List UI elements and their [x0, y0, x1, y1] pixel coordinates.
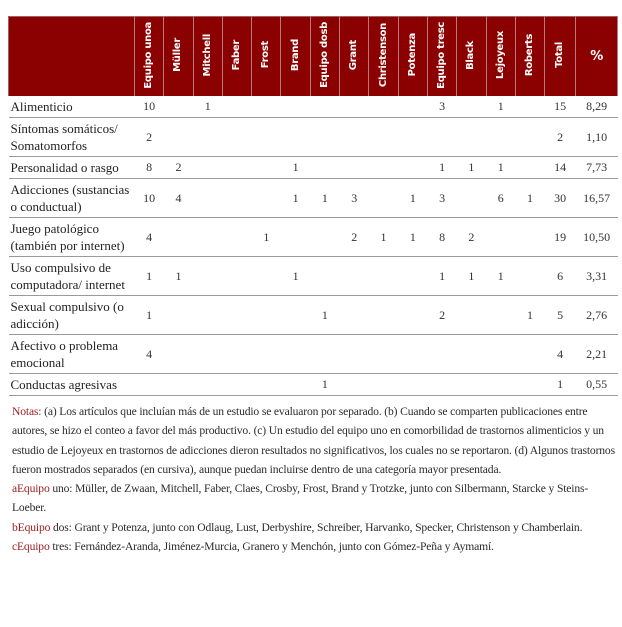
cell-equipo-tres: 2: [427, 296, 456, 335]
column-header-christenson: [369, 17, 398, 97]
column-header-label: Equipo unoa: [143, 21, 155, 89]
cell-roberts: 1: [515, 179, 544, 218]
cell-lejoyeux: [486, 218, 515, 257]
cell-brand: 1: [281, 157, 310, 179]
cell-total: 1: [545, 374, 576, 396]
cell-christenson: [369, 257, 398, 296]
footnote-team-two: [12, 518, 615, 537]
cell-christenson: [369, 118, 398, 157]
cell-mitchell: [193, 335, 222, 374]
cell-muller: 4: [164, 179, 193, 218]
column-header-label: Frost: [260, 41, 272, 69]
cell-mitchell: 1: [193, 96, 222, 118]
cell-equipo-tres: [427, 118, 456, 157]
column-header-label: %: [590, 49, 604, 64]
cell-christenson: [369, 374, 398, 396]
cell-pct: 2,21: [576, 335, 618, 374]
cell-pct: 3,31: [576, 257, 618, 296]
row-label: Personalidad o rasgo: [9, 157, 135, 179]
cell-grant: 2: [340, 218, 369, 257]
column-header-label: Roberts: [524, 33, 535, 77]
cell-frost: [252, 257, 281, 296]
notes-text: (a) Los artículos que incluían más de un estudio se evaluaron por separado. (b) Cuando se comparten publicaciones entre autores, se hizo el conteo a favor del más productivo. (c) Un estudio del equipo uno en comorbilidad de trastornos alimenticios y un estudio de Lejoyeux en trastornos de adicciones dieron resultados no significativos, los cuales no se reportaron. (d) Algunos trastornos fueron mostrados separados (en cursiva), aunque puedan incluirse dentro de una categoría mayor presentada.: [12, 405, 615, 476]
table-row: [9, 157, 618, 179]
cell-pct: 2,76: [576, 296, 618, 335]
cell-black: [457, 118, 486, 157]
cell-mitchell: [193, 296, 222, 335]
cell-black: [457, 335, 486, 374]
column-header-label: Mitchell: [201, 33, 213, 77]
disorders-by-author-table: [8, 16, 618, 396]
footnote-prefix: bEquipo: [12, 520, 51, 534]
cell-equipo-uno: 1: [135, 257, 164, 296]
cell-mitchell: [193, 374, 222, 396]
column-header-label: Faber: [231, 39, 243, 71]
cell-grant: [340, 374, 369, 396]
cell-potenza: 1: [398, 179, 427, 218]
cell-muller: [164, 118, 193, 157]
cell-roberts: [515, 96, 544, 118]
column-header-total: [545, 17, 576, 97]
notes-paragraph: [12, 402, 615, 479]
cell-frost: [252, 179, 281, 218]
cell-black: 1: [457, 257, 486, 296]
cell-christenson: [369, 96, 398, 118]
column-header-label: Christenson: [377, 22, 389, 88]
cell-muller: [164, 96, 193, 118]
cell-equipo-tres: 3: [427, 179, 456, 218]
cell-black: [457, 96, 486, 118]
notes-label: Notas:: [12, 405, 42, 418]
cell-faber: [222, 374, 251, 396]
cell-potenza: [398, 257, 427, 296]
cell-lejoyeux: 1: [486, 157, 515, 179]
cell-equipo-dos: [310, 218, 339, 257]
cell-total: 2: [545, 118, 576, 157]
cell-potenza: [398, 296, 427, 335]
cell-equipo-tres: 8: [427, 218, 456, 257]
cell-roberts: [515, 257, 544, 296]
table-row: [9, 96, 618, 118]
cell-faber: [222, 96, 251, 118]
cell-brand: 1: [281, 257, 310, 296]
column-header-mitchell: [193, 17, 222, 97]
cell-lejoyeux: [486, 118, 515, 157]
cell-grant: [340, 335, 369, 374]
cell-faber: [222, 218, 251, 257]
footnote-text: dos: Grant y Potenza, junto con Odlaug, Lust, Derbyshire, Schreiber, Harvanko, Specker, Christenson y Chamberlain.: [50, 520, 583, 534]
cell-muller: [164, 374, 193, 396]
row-label: Juego patológico (también por internet): [9, 218, 135, 257]
header-row: [9, 17, 618, 97]
cell-equipo-uno: [135, 374, 164, 396]
column-header-frost: [252, 17, 281, 97]
cell-christenson: [369, 157, 398, 179]
column-header-equipo-dos: [310, 17, 339, 97]
cell-total: 5: [545, 296, 576, 335]
column-header-black: [457, 17, 486, 97]
table-row: [9, 218, 618, 257]
cell-black: [457, 179, 486, 218]
cell-equipo-dos: 1: [310, 179, 339, 218]
cell-equipo-dos: [310, 335, 339, 374]
cell-total: 6: [545, 257, 576, 296]
cell-frost: [252, 374, 281, 396]
cell-black: [457, 296, 486, 335]
column-header-muller: [164, 17, 193, 97]
footnote-text: uno: Müller, de Zwaan, Mitchell, Faber, Claes, Crosby, Frost, Brand y Trotzke, junto con Silbermann, Starcke y Steins-Loeber.: [12, 482, 589, 515]
cell-total: 19: [545, 218, 576, 257]
cell-equipo-dos: 1: [310, 296, 339, 335]
cell-faber: [222, 335, 251, 374]
footnote-prefix: cEquipo: [12, 540, 50, 554]
cell-faber: [222, 257, 251, 296]
cell-brand: [281, 96, 310, 118]
cell-muller: [164, 218, 193, 257]
cell-potenza: [398, 374, 427, 396]
cell-faber: [222, 157, 251, 179]
cell-frost: [252, 335, 281, 374]
cell-pct: 8,29: [576, 96, 618, 118]
column-header-pct: [576, 17, 618, 97]
cell-lejoyeux: [486, 335, 515, 374]
cell-frost: [252, 118, 281, 157]
table-row: [9, 257, 618, 296]
cell-equipo-uno: 4: [135, 335, 164, 374]
cell-brand: [281, 335, 310, 374]
cell-muller: 2: [164, 157, 193, 179]
column-header-roberts: [515, 17, 544, 97]
cell-equipo-uno: 2: [135, 118, 164, 157]
column-header-label: Total: [554, 42, 566, 68]
cell-roberts: [515, 374, 544, 396]
column-header-label: Potenza: [406, 33, 418, 77]
cell-brand: [281, 218, 310, 257]
cell-equipo-dos: [310, 96, 339, 118]
cell-black: 2: [457, 218, 486, 257]
row-label: Sexual compulsivo (o adicción): [9, 296, 135, 335]
cell-brand: [281, 374, 310, 396]
row-label: Uso compulsivo de computadora/ internet: [9, 257, 135, 296]
cell-faber: [222, 296, 251, 335]
cell-potenza: [398, 157, 427, 179]
cell-potenza: [398, 118, 427, 157]
cell-lejoyeux: [486, 374, 515, 396]
footnote-prefix: aEquipo: [12, 482, 50, 496]
cell-frost: [252, 157, 281, 179]
cell-lejoyeux: 6: [486, 179, 515, 218]
cell-faber: [222, 179, 251, 218]
cell-grant: [340, 257, 369, 296]
cell-roberts: [515, 335, 544, 374]
cell-equipo-tres: [427, 335, 456, 374]
table-row: [9, 374, 618, 396]
cell-christenson: [369, 179, 398, 218]
row-label: Conductas agresivas: [9, 374, 135, 396]
cell-total: 30: [545, 179, 576, 218]
cell-mitchell: [193, 257, 222, 296]
footnote-team-three: [12, 537, 615, 556]
cell-equipo-tres: 1: [427, 257, 456, 296]
cell-lejoyeux: 1: [486, 257, 515, 296]
cell-mitchell: [193, 179, 222, 218]
cell-grant: [340, 296, 369, 335]
cell-grant: 3: [340, 179, 369, 218]
row-label: Adicciones (sustancias o conductual): [9, 179, 135, 218]
cell-equipo-uno: 8: [135, 157, 164, 179]
cell-brand: [281, 296, 310, 335]
cell-black: [457, 374, 486, 396]
cell-equipo-tres: 1: [427, 157, 456, 179]
cell-pct: 1,10: [576, 118, 618, 157]
cell-muller: 1: [164, 257, 193, 296]
cell-potenza: [398, 335, 427, 374]
column-header-label: Grant: [348, 39, 360, 71]
cell-brand: 1: [281, 179, 310, 218]
row-label: Síntomas somáticos/ Somatomorfos: [9, 118, 135, 157]
cell-equipo-uno: 1: [135, 296, 164, 335]
cell-brand: [281, 118, 310, 157]
column-header-brand: [281, 17, 310, 97]
cell-total: 15: [545, 96, 576, 118]
cell-black: 1: [457, 157, 486, 179]
cell-mitchell: [193, 157, 222, 179]
table-row: [9, 335, 618, 374]
cell-christenson: 1: [369, 218, 398, 257]
cell-roberts: [515, 118, 544, 157]
cell-frost: 1: [252, 218, 281, 257]
column-header-label: Brand: [289, 38, 301, 72]
header-corner-cell: [9, 17, 135, 97]
cell-pct: 7,73: [576, 157, 618, 179]
cell-potenza: [398, 96, 427, 118]
column-header-label: Black: [465, 40, 477, 70]
row-label: Alimenticio: [9, 96, 135, 118]
cell-pct: 16,57: [576, 179, 618, 218]
row-label: Afectivo o problema emocional: [9, 335, 135, 374]
column-header-label: Equipo dosb: [318, 22, 330, 88]
footnote-team-one: [12, 479, 615, 518]
cell-frost: [252, 296, 281, 335]
cell-grant: [340, 157, 369, 179]
cell-equipo-dos: [310, 157, 339, 179]
cell-pct: 10,50: [576, 218, 618, 257]
cell-muller: [164, 335, 193, 374]
table-row: [9, 296, 618, 335]
cell-faber: [222, 118, 251, 157]
column-header-label: Equipo tresc: [436, 21, 448, 89]
footnote-text: tres: Fernández-Aranda, Jiménez-Murcia, Granero y Menchón, junto con Gómez-Peña y Aymamí.: [49, 540, 494, 554]
cell-christenson: [369, 296, 398, 335]
cell-equipo-dos: 1: [310, 374, 339, 396]
column-header-grant: [340, 17, 369, 97]
cell-potenza: 1: [398, 218, 427, 257]
cell-christenson: [369, 335, 398, 374]
cell-grant: [340, 96, 369, 118]
cell-mitchell: [193, 218, 222, 257]
cell-equipo-dos: [310, 257, 339, 296]
column-header-lejoyeux: [486, 17, 515, 97]
column-header-faber: [222, 17, 251, 97]
column-header-label: Müller: [172, 38, 184, 72]
cell-roberts: 1: [515, 296, 544, 335]
cell-equipo-uno: 4: [135, 218, 164, 257]
cell-roberts: [515, 218, 544, 257]
column-header-label: Lejoyeux: [494, 31, 506, 79]
cell-pct: 0,55: [576, 374, 618, 396]
cell-equipo-tres: [427, 374, 456, 396]
cell-lejoyeux: 1: [486, 96, 515, 118]
cell-total: 4: [545, 335, 576, 374]
column-header-potenza: [398, 17, 427, 97]
cell-total: 14: [545, 157, 576, 179]
table-row: [9, 179, 618, 218]
table-row: [9, 118, 618, 157]
table-notes: [12, 402, 615, 556]
cell-mitchell: [193, 118, 222, 157]
cell-equipo-uno: 10: [135, 179, 164, 218]
column-header-equipo-uno: [135, 17, 164, 97]
column-header-equipo-tres: [427, 17, 456, 97]
cell-equipo-uno: 10: [135, 96, 164, 118]
cell-grant: [340, 118, 369, 157]
cell-lejoyeux: [486, 296, 515, 335]
table-body: [9, 96, 618, 396]
cell-roberts: [515, 157, 544, 179]
cell-muller: [164, 296, 193, 335]
cell-equipo-dos: [310, 118, 339, 157]
cell-frost: [252, 96, 281, 118]
cell-equipo-tres: 3: [427, 96, 456, 118]
